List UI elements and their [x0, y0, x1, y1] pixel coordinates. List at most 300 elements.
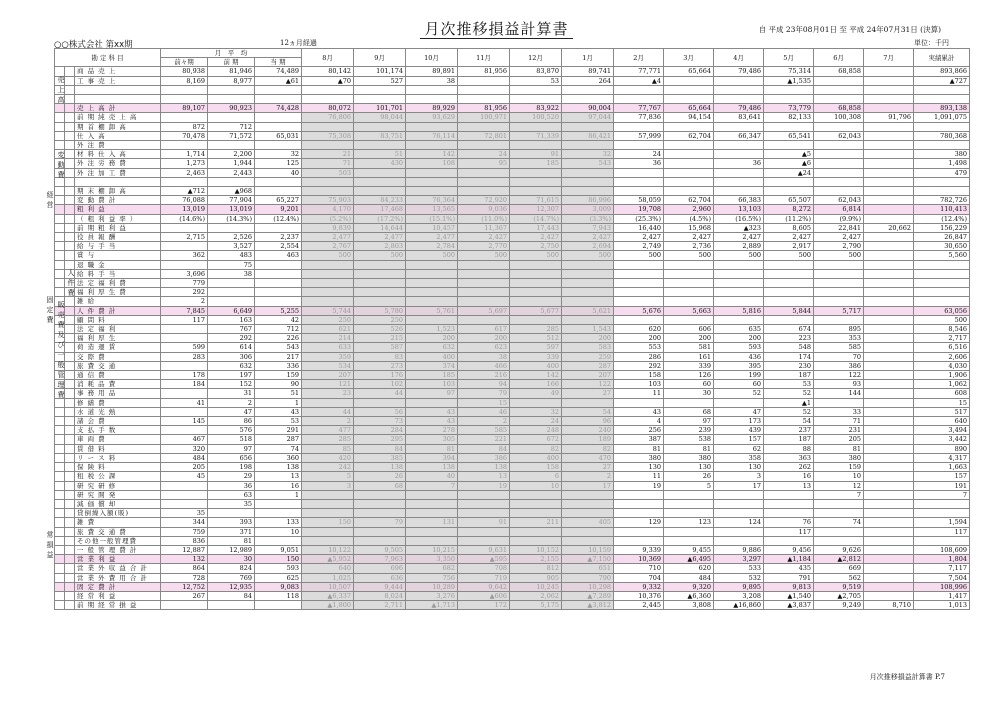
value-cell: 17	[562, 481, 614, 490]
value-cell: 198	[208, 463, 255, 472]
value-cell: 400	[510, 361, 562, 370]
value-cell	[664, 260, 714, 269]
value-cell: 339	[510, 352, 562, 361]
value-cell	[614, 279, 664, 288]
group-cell	[65, 371, 75, 380]
value-cell: 292	[208, 334, 255, 343]
value-cell	[864, 260, 914, 269]
value-cell: 5,697	[458, 306, 510, 315]
value-cell: 123	[664, 518, 714, 527]
account-name: 粗 利 益	[75, 205, 161, 214]
table-row	[55, 361, 970, 370]
value-cell	[406, 527, 458, 536]
value-cell	[302, 122, 354, 131]
group-cell	[55, 499, 65, 508]
value-cell: 71,615	[510, 196, 562, 205]
account-name: 営 業 外 費 用 合 計	[75, 573, 161, 582]
group-cell	[65, 334, 75, 343]
value-cell: 756	[406, 573, 458, 582]
value-cell: 75,903	[302, 196, 354, 205]
value-cell: 336	[255, 361, 302, 370]
value-cell: 71,339	[510, 131, 562, 140]
group-cell	[65, 95, 75, 104]
value-cell: 84	[208, 591, 255, 600]
value-cell	[302, 527, 354, 536]
value-cell: 477	[302, 426, 354, 435]
value-cell: 65,664	[664, 104, 714, 113]
group-cell	[65, 131, 75, 140]
account-name: 保 険 料	[75, 463, 161, 472]
group-cell	[55, 463, 65, 472]
account-name: 材 料 仕 入 高	[75, 150, 161, 159]
account-name: 支 払 手 数	[75, 426, 161, 435]
value-cell	[208, 223, 255, 232]
table-row	[55, 564, 970, 573]
value-cell	[458, 177, 510, 186]
value-cell: 12,752	[161, 582, 208, 591]
value-cell: 9,839	[302, 223, 354, 232]
value-cell: 1,714	[161, 150, 208, 159]
value-cell: 625	[255, 573, 302, 582]
value-cell: 1,091,075	[914, 113, 970, 122]
value-cell: 16,440	[614, 223, 664, 232]
table-row	[55, 582, 970, 591]
value-cell	[208, 509, 255, 518]
value-cell: 2	[562, 472, 614, 481]
value-cell	[562, 85, 614, 94]
table-row	[55, 518, 970, 527]
value-cell: 512	[510, 334, 562, 343]
value-cell	[354, 177, 406, 186]
value-cell	[864, 499, 914, 508]
group-cell	[65, 343, 75, 352]
account-name: 外 注 費	[75, 141, 161, 150]
table-row	[55, 481, 970, 490]
value-cell: 436	[714, 352, 764, 361]
value-cell: 91	[510, 150, 562, 159]
table-row	[55, 555, 970, 564]
value-cell	[864, 131, 914, 140]
value-cell: 13,103	[714, 205, 764, 214]
group-cell	[55, 113, 65, 122]
value-cell: 3,009	[562, 205, 614, 214]
value-cell: 344	[161, 518, 208, 527]
value-cell	[458, 509, 510, 518]
value-cell: 6	[510, 472, 562, 481]
value-cell: 65,541	[764, 131, 814, 140]
value-cell	[208, 113, 255, 122]
value-cell: 533	[714, 564, 764, 573]
value-cell: 264	[562, 76, 614, 85]
table-row	[55, 509, 970, 518]
value-cell	[714, 288, 764, 297]
value-cell	[664, 499, 714, 508]
value-cell	[510, 536, 562, 545]
value-cell	[914, 95, 970, 104]
group-cell	[65, 177, 75, 186]
value-cell: 58,059	[614, 196, 664, 205]
value-cell: 17,468	[354, 205, 406, 214]
group-cell	[65, 380, 75, 389]
value-cell	[406, 260, 458, 269]
value-cell: 9,339	[614, 545, 664, 554]
value-cell: 2,960	[664, 205, 714, 214]
value-cell	[458, 527, 510, 536]
value-cell	[302, 297, 354, 306]
account-name: 旅 費 交 通	[75, 361, 161, 370]
value-cell: 585	[814, 343, 864, 352]
group-cell	[65, 159, 75, 168]
value-cell: 3,696	[161, 269, 208, 278]
value-cell: 215	[354, 334, 406, 343]
value-cell: 617	[458, 325, 510, 334]
group-cell	[65, 104, 75, 113]
value-cell: 353	[814, 334, 864, 343]
value-cell: (25.3%)	[614, 214, 664, 223]
value-cell: 80,142	[302, 67, 354, 76]
value-cell: 10	[510, 481, 562, 490]
value-cell: 262	[764, 463, 814, 472]
value-cell: 74,428	[255, 104, 302, 113]
value-cell	[664, 509, 714, 518]
value-cell: 239	[664, 426, 714, 435]
value-cell	[510, 122, 562, 131]
value-cell	[914, 279, 970, 288]
value-cell: 231	[814, 426, 864, 435]
value-cell: 890	[914, 444, 970, 453]
value-cell	[208, 601, 255, 610]
value-cell: 68	[664, 407, 714, 416]
value-cell: 400	[510, 453, 562, 462]
value-cell: 635	[714, 325, 764, 334]
table-row	[55, 315, 970, 324]
value-cell	[510, 490, 562, 499]
value-cell	[354, 279, 406, 288]
value-cell: 189	[562, 435, 614, 444]
value-cell: 10,245	[510, 582, 562, 591]
table-row	[55, 251, 970, 260]
table-row	[55, 279, 970, 288]
value-cell: 669	[814, 564, 864, 573]
value-cell: 285	[510, 325, 562, 334]
table-row	[55, 223, 970, 232]
group-cell	[65, 306, 75, 315]
value-cell: 84,233	[354, 196, 406, 205]
value-cell: 89,929	[406, 104, 458, 113]
value-cell: 76	[764, 518, 814, 527]
value-cell	[161, 490, 208, 499]
value-cell: 125	[255, 159, 302, 168]
value-cell: 2,790	[814, 242, 864, 251]
value-cell: 587	[354, 343, 406, 352]
value-cell	[914, 297, 970, 306]
header-current: 当 期	[255, 58, 302, 67]
group-label-pl: 常損益	[46, 531, 54, 559]
value-cell	[406, 141, 458, 150]
group-label-variable: 変動費	[57, 151, 65, 179]
value-cell	[914, 122, 970, 131]
value-cell: 3,442	[914, 435, 970, 444]
value-cell: 93,629	[406, 113, 458, 122]
value-cell	[255, 499, 302, 508]
group-cell	[65, 196, 75, 205]
value-cell: 81	[664, 444, 714, 453]
value-cell: 5,560	[914, 251, 970, 260]
group-cell	[55, 141, 65, 150]
value-cell	[814, 288, 864, 297]
value-cell: 97	[406, 389, 458, 398]
value-cell: 1	[255, 490, 302, 499]
header-month: 10月	[406, 49, 458, 67]
value-cell	[864, 536, 914, 545]
value-cell: 68	[354, 481, 406, 490]
value-cell: 2,749	[614, 242, 664, 251]
value-cell: 91	[458, 518, 510, 527]
group-cell	[55, 131, 65, 140]
value-cell	[458, 279, 510, 288]
table-row	[55, 177, 970, 186]
value-cell: ▲712	[161, 187, 208, 196]
value-cell: 599	[161, 343, 208, 352]
value-cell	[864, 352, 914, 361]
value-cell	[458, 260, 510, 269]
header-month: 9月	[354, 49, 406, 67]
value-cell	[764, 509, 814, 518]
table-row	[55, 573, 970, 582]
value-cell: 24	[458, 150, 510, 159]
value-cell: 463	[255, 251, 302, 260]
value-cell: ▲16,860	[714, 601, 764, 610]
value-cell: 62,704	[664, 196, 714, 205]
value-cell	[864, 472, 914, 481]
value-cell	[864, 417, 914, 426]
value-cell: 8,605	[764, 223, 814, 232]
header-month: 2月	[614, 49, 664, 67]
value-cell: 53	[510, 76, 562, 85]
value-cell	[664, 168, 714, 177]
value-cell: 12,989	[208, 545, 255, 554]
value-cell: 1,804	[914, 555, 970, 564]
value-cell: 81,946	[208, 67, 255, 76]
value-cell: 1,273	[161, 159, 208, 168]
value-cell	[406, 95, 458, 104]
value-cell: 439	[714, 426, 764, 435]
group-cell	[55, 601, 65, 610]
value-cell	[714, 490, 764, 499]
table-row	[55, 113, 970, 122]
table-row	[55, 141, 970, 150]
value-cell: 223	[764, 334, 814, 343]
value-cell	[255, 122, 302, 131]
value-cell: 138	[458, 463, 510, 472]
value-cell: 200	[664, 334, 714, 343]
value-cell: 142	[510, 371, 562, 380]
value-cell: 363	[764, 453, 814, 462]
value-cell: 9,320	[664, 582, 714, 591]
value-cell: 60	[714, 380, 764, 389]
value-cell: ▲727	[914, 76, 970, 85]
value-cell: 9,886	[714, 545, 764, 554]
value-cell: 9,456	[764, 545, 814, 554]
table-row	[55, 196, 970, 205]
group-label-sga: 販売費及び一般管理費	[57, 301, 65, 399]
value-cell: 89,891	[406, 67, 458, 76]
value-cell	[458, 269, 510, 278]
value-cell	[814, 269, 864, 278]
value-cell	[354, 499, 406, 508]
value-cell: 62,704	[664, 131, 714, 140]
value-cell: 38	[208, 269, 255, 278]
value-cell	[510, 288, 562, 297]
value-cell: 256	[614, 426, 664, 435]
value-cell: 53	[764, 380, 814, 389]
value-cell: 84	[458, 444, 510, 453]
header-month: 3月	[664, 49, 714, 67]
value-cell: ▲6,337	[302, 591, 354, 600]
value-cell: 380	[914, 150, 970, 159]
value-cell: 614	[208, 343, 255, 352]
value-cell: 2,477	[302, 233, 354, 242]
value-cell: 543	[255, 343, 302, 352]
value-cell: 81	[208, 536, 255, 545]
value-cell	[864, 463, 914, 472]
value-cell: ▲1,713	[406, 601, 458, 610]
value-cell	[406, 168, 458, 177]
value-cell: 374	[406, 361, 458, 370]
value-cell: 9,249	[814, 601, 864, 610]
value-cell: 285	[302, 435, 354, 444]
value-cell: 593	[255, 564, 302, 573]
value-cell	[510, 297, 562, 306]
account-name: その他一般管理費	[75, 536, 161, 545]
value-cell	[614, 509, 664, 518]
value-cell	[458, 187, 510, 196]
group-cell	[65, 573, 75, 582]
value-cell: 79	[458, 389, 510, 398]
value-cell: 122	[562, 380, 614, 389]
value-cell	[664, 150, 714, 159]
value-cell: 72,920	[458, 196, 510, 205]
value-cell: 9,332	[614, 582, 664, 591]
value-cell	[510, 398, 562, 407]
value-cell: 250	[302, 315, 354, 324]
value-cell: 5,761	[406, 306, 458, 315]
value-cell: 2	[208, 398, 255, 407]
value-cell: 640	[914, 417, 970, 426]
value-cell: 138	[406, 463, 458, 472]
value-cell: 548	[764, 343, 814, 352]
value-cell: 11	[614, 472, 664, 481]
value-cell: 405	[562, 518, 614, 527]
group-cell	[65, 141, 75, 150]
value-cell	[864, 527, 914, 536]
value-cell	[302, 269, 354, 278]
value-cell: 1,523	[406, 325, 458, 334]
value-cell	[664, 95, 714, 104]
group-label-sales: 売上高	[57, 76, 65, 104]
value-cell	[664, 85, 714, 94]
value-cell: 2,062	[510, 591, 562, 600]
value-cell: 583	[562, 343, 614, 352]
value-cell: 19	[458, 481, 510, 490]
value-cell: 94,154	[664, 113, 714, 122]
value-cell: 4,170	[302, 205, 354, 214]
value-cell: 2,427	[614, 233, 664, 242]
value-cell: ▲968	[208, 187, 255, 196]
group-cell	[65, 555, 75, 564]
value-cell	[255, 85, 302, 94]
group-cell	[65, 361, 75, 370]
value-cell: 83,870	[510, 67, 562, 76]
value-cell: 40	[255, 168, 302, 177]
value-cell	[562, 527, 614, 536]
group-cell	[65, 435, 75, 444]
value-cell	[814, 279, 864, 288]
value-cell: 10,369	[614, 555, 664, 564]
value-cell: 13,565	[406, 205, 458, 214]
value-cell	[458, 490, 510, 499]
value-cell	[864, 269, 914, 278]
value-cell: 10,152	[510, 545, 562, 554]
value-cell: 1,594	[914, 518, 970, 527]
value-cell: 320	[161, 444, 208, 453]
account-name: 車 両 費	[75, 435, 161, 444]
value-cell: 85	[302, 444, 354, 453]
value-cell	[406, 122, 458, 131]
value-cell	[406, 177, 458, 186]
value-cell: 178	[161, 371, 208, 380]
value-cell	[510, 279, 562, 288]
table-row	[55, 187, 970, 196]
value-cell	[354, 122, 406, 131]
account-name: 役 員 報 酬	[75, 233, 161, 242]
value-cell: 5	[302, 472, 354, 481]
group-cell	[65, 444, 75, 453]
value-cell: 10,376	[614, 591, 664, 600]
value-cell: ▲1,535	[764, 76, 814, 85]
value-cell	[161, 361, 208, 370]
value-cell	[614, 490, 664, 499]
value-cell: 10,289	[406, 582, 458, 591]
value-cell: 2,463	[161, 168, 208, 177]
value-cell: 40	[406, 472, 458, 481]
value-cell	[714, 187, 764, 196]
value-cell	[864, 398, 914, 407]
value-cell: 651	[562, 564, 614, 573]
value-cell: 79	[354, 518, 406, 527]
group-cell	[55, 417, 65, 426]
value-cell	[864, 481, 914, 490]
group-cell	[65, 527, 75, 536]
value-cell: 108	[406, 159, 458, 168]
value-cell	[161, 260, 208, 269]
value-cell	[458, 85, 510, 94]
value-cell: 5,677	[510, 306, 562, 315]
value-cell	[864, 104, 914, 113]
value-cell	[614, 527, 664, 536]
value-cell	[161, 389, 208, 398]
value-cell: 585	[458, 426, 510, 435]
value-cell	[664, 315, 714, 324]
value-cell: 9,813	[764, 582, 814, 591]
account-name: 福 利 厚 生	[75, 334, 161, 343]
value-cell: 19,708	[614, 205, 664, 214]
value-cell: 503	[302, 168, 354, 177]
value-cell: 712	[208, 122, 255, 131]
group-cell	[55, 196, 65, 205]
table-row	[55, 85, 970, 94]
value-cell: 41	[161, 398, 208, 407]
